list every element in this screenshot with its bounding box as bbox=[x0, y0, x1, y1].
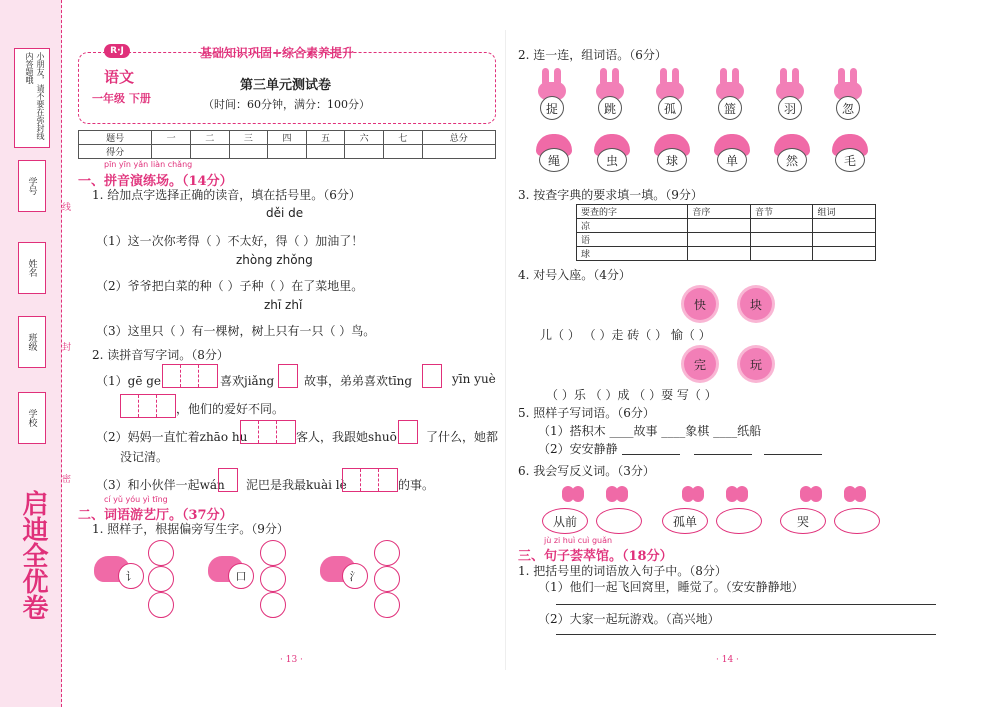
char-label: 羽 bbox=[778, 96, 802, 120]
question-text: 客人，我跟她shuō bbox=[296, 430, 397, 444]
bunny-card[interactable] bbox=[534, 68, 570, 122]
section-pinyin: cí yǔ yóu yì tīng bbox=[104, 495, 168, 504]
word-oval: 孤单 bbox=[662, 508, 708, 534]
score-cell[interactable] bbox=[190, 145, 229, 159]
section-title: 二、词语游艺厅。（37分） bbox=[78, 508, 233, 523]
writing-grid[interactable] bbox=[120, 394, 176, 418]
answer-cell[interactable] bbox=[688, 219, 751, 233]
question-text: 喜欢jiǎng bbox=[220, 374, 275, 388]
question-title: 1. 给加点字选择正确的读音，填在括号里。（6分） bbox=[92, 188, 361, 202]
table-header: 五 bbox=[306, 131, 345, 145]
question-title: 2. 读拼音写字词。（8分） bbox=[92, 348, 229, 362]
answer-circle[interactable] bbox=[148, 566, 174, 592]
section-title: 一、拼音演练场。（14分） bbox=[78, 174, 233, 189]
score-cell[interactable] bbox=[422, 145, 495, 159]
writing-grid[interactable] bbox=[218, 468, 238, 492]
table-cell: 凉 bbox=[577, 219, 688, 233]
answer-blank[interactable] bbox=[764, 454, 822, 455]
question-title: 1. 把括号里的词语放入句子中。（8分） bbox=[518, 564, 727, 578]
question-title: 5. 照样子写词语。（6分） bbox=[518, 406, 655, 420]
page-title: 第三单元测试卷 bbox=[240, 78, 332, 93]
field-school: 学校 bbox=[18, 392, 46, 444]
char-blossom: 完 bbox=[684, 348, 716, 380]
char-label: 跳 bbox=[598, 96, 622, 120]
fill-line: （1）搭积木 ____故事 ____象棋 ____纸船 bbox=[538, 424, 762, 438]
answer-cell[interactable] bbox=[813, 247, 876, 261]
char-label: 捉 bbox=[540, 96, 564, 120]
question-text: 故事，弟弟喜欢tīng bbox=[304, 374, 413, 388]
question-text: 的事。 bbox=[398, 478, 435, 492]
question-item: （1）这一次你考得（ ）不太好，得（ ）加油了！ bbox=[96, 234, 364, 248]
answer-circle[interactable] bbox=[374, 592, 400, 618]
writing-grid[interactable] bbox=[240, 420, 296, 444]
table-header: 音序 bbox=[688, 205, 751, 219]
answer-circle[interactable] bbox=[374, 540, 400, 566]
section-pinyin: pīn yīn yǎn liàn chǎng bbox=[104, 160, 193, 169]
table-header: 总分 bbox=[422, 131, 495, 145]
score-cell[interactable] bbox=[229, 145, 268, 159]
dictionary-table bbox=[576, 204, 876, 261]
score-cell[interactable] bbox=[268, 145, 307, 159]
score-cell[interactable] bbox=[345, 145, 384, 159]
table-header: 二 bbox=[190, 131, 229, 145]
question-text: （3）和小伙伴一起wán bbox=[96, 478, 225, 492]
writing-grid[interactable] bbox=[278, 364, 298, 388]
flower-card[interactable] bbox=[534, 134, 574, 178]
cut-mark: 封 bbox=[62, 343, 72, 353]
char-label: 绳 bbox=[539, 148, 569, 172]
flower-card[interactable] bbox=[592, 134, 632, 178]
answer-circle[interactable] bbox=[374, 566, 400, 592]
question-text: 了什么，她都 bbox=[426, 430, 499, 444]
time-info: （时间：60分钟，满分：100分） bbox=[203, 98, 370, 111]
answer-circle[interactable] bbox=[148, 540, 174, 566]
flower-card[interactable] bbox=[652, 134, 692, 178]
char-label: 虫 bbox=[597, 148, 627, 172]
answer-oval[interactable] bbox=[834, 508, 880, 534]
sentence-item: （1）他们一起飞回窝里，睡觉了。（安安静静地） bbox=[538, 580, 804, 594]
sidebar-notice: 小朋友，请不要在弥封线内答题哦 bbox=[14, 48, 50, 148]
bunny-card[interactable] bbox=[772, 68, 808, 122]
brand-logo: 启迪全优卷 bbox=[18, 490, 48, 620]
char-label: 孤 bbox=[658, 96, 682, 120]
bunny-card[interactable] bbox=[830, 68, 866, 122]
pinyin-options: zhī zhǐ bbox=[264, 298, 303, 312]
writing-grid[interactable] bbox=[342, 468, 398, 492]
table-row bbox=[577, 233, 876, 247]
radical-circle: 氵 bbox=[342, 563, 368, 589]
edition-badge: R·J bbox=[104, 44, 130, 58]
section-pinyin: jù zi huì cuì guǎn bbox=[544, 536, 613, 545]
page-number: · 14 · bbox=[716, 655, 739, 665]
table-header: 组词 bbox=[813, 205, 876, 219]
question-title: 2. 连一连，组词语。（6分） bbox=[518, 48, 667, 62]
table-header: 题号 bbox=[79, 131, 152, 145]
flower-card[interactable] bbox=[772, 134, 812, 178]
question-text: yīn yuè bbox=[452, 372, 496, 386]
answer-cell[interactable] bbox=[688, 233, 751, 247]
score-table bbox=[78, 130, 496, 159]
answer-circle[interactable] bbox=[260, 540, 286, 566]
char-blossom: 玩 bbox=[740, 348, 772, 380]
char-label: 单 bbox=[717, 148, 747, 172]
score-cell[interactable] bbox=[306, 145, 345, 159]
question-title: 3. 按查字典的要求填一填。（9分） bbox=[518, 188, 703, 202]
fill-line: （ ）乐 （ ）成 （ ）耍 写（ ） bbox=[546, 388, 717, 402]
answer-blank[interactable] bbox=[622, 454, 680, 455]
field-class: 班级 bbox=[18, 316, 46, 368]
table-header: 要查的字 bbox=[577, 205, 688, 219]
answer-oval[interactable] bbox=[596, 508, 642, 534]
pinyin-options: děi de bbox=[266, 206, 304, 220]
bunny-icon bbox=[604, 482, 630, 504]
question-text: 泥巴是我最kuài lè bbox=[246, 478, 347, 492]
cut-mark: 密 bbox=[62, 475, 72, 485]
table-header: 四 bbox=[268, 131, 307, 145]
table-cell: 球 bbox=[577, 247, 688, 261]
bunny-card[interactable] bbox=[592, 68, 628, 122]
word-oval: 哭 bbox=[780, 508, 826, 534]
answer-oval[interactable] bbox=[716, 508, 762, 534]
word-oval: 从前 bbox=[542, 508, 588, 534]
bunny-card[interactable] bbox=[712, 68, 748, 122]
bunny-icon bbox=[560, 482, 586, 504]
question-text: （1）gē ge bbox=[96, 374, 162, 388]
answer-cell[interactable] bbox=[750, 247, 813, 261]
question-text: ，他们的爱好不同。 bbox=[176, 402, 285, 416]
table-header: 音节 bbox=[750, 205, 813, 219]
table-header: 六 bbox=[345, 131, 384, 145]
answer-cell[interactable] bbox=[750, 219, 813, 233]
grade-label: 一年级 下册 bbox=[92, 92, 151, 105]
table-row bbox=[577, 247, 876, 261]
flower-card[interactable] bbox=[712, 134, 752, 178]
table-cell: 语 bbox=[577, 233, 688, 247]
row-label: 得分 bbox=[79, 145, 152, 159]
table-row bbox=[79, 131, 496, 145]
writing-grid[interactable] bbox=[422, 364, 442, 388]
answer-circle[interactable] bbox=[148, 592, 174, 618]
char-blossom: 快 bbox=[684, 288, 716, 320]
field-name: 姓名 bbox=[18, 242, 46, 294]
answer-blank[interactable] bbox=[694, 454, 752, 455]
char-label: 毛 bbox=[835, 148, 865, 172]
answer-line[interactable] bbox=[556, 634, 936, 635]
question-title: 4. 对号入座。（4分） bbox=[518, 268, 631, 282]
binding-sidebar bbox=[0, 0, 62, 707]
page-number: · 13 · bbox=[280, 655, 303, 665]
question-title: 1. 照样子，根据偏旁写生字。（9分） bbox=[92, 522, 289, 536]
radical-circle: 口 bbox=[228, 563, 254, 589]
question-item: （3）这里只（ ）有一棵树，树上只有一只（ ）鸟。 bbox=[96, 324, 376, 338]
pinyin-options: zhòng zhǒng bbox=[236, 253, 313, 267]
bunny-icon bbox=[724, 482, 750, 504]
flower-card[interactable] bbox=[830, 134, 870, 178]
answer-cell[interactable] bbox=[750, 233, 813, 247]
answer-circle[interactable] bbox=[260, 566, 286, 592]
question-title: 6. 我会写反义词。（3分） bbox=[518, 464, 655, 478]
table-row bbox=[577, 205, 876, 219]
char-label: 忽 bbox=[836, 96, 860, 120]
answer-cell[interactable] bbox=[813, 233, 876, 247]
page-divider bbox=[505, 30, 506, 670]
char-label: 球 bbox=[657, 148, 687, 172]
fill-line: （2）安安静静 bbox=[538, 442, 618, 456]
answer-cell[interactable] bbox=[813, 219, 876, 233]
question-item: （2）爷爷把白菜的种（ ）子种（ ）在了菜地里。 bbox=[96, 279, 364, 293]
sentence-item: （2）大家一起玩游戏。（高兴地） bbox=[538, 612, 720, 626]
section-title: 三、句子荟萃馆。（18分） bbox=[518, 549, 673, 564]
bunny-icon bbox=[842, 482, 868, 504]
banner-text: 基础知识巩固+综合素养提升 bbox=[200, 46, 355, 60]
table-header: 七 bbox=[383, 131, 422, 145]
answer-circle[interactable] bbox=[260, 592, 286, 618]
writing-grid[interactable] bbox=[398, 420, 418, 444]
writing-grid[interactable] bbox=[162, 364, 218, 388]
score-cell[interactable] bbox=[383, 145, 422, 159]
bunny-card[interactable] bbox=[652, 68, 688, 122]
table-header: 三 bbox=[229, 131, 268, 145]
char-label: 然 bbox=[777, 148, 807, 172]
field-student-id: 学号 bbox=[18, 160, 46, 212]
char-blossom: 块 bbox=[740, 288, 772, 320]
table-header: 一 bbox=[152, 131, 191, 145]
fill-line: 儿（ ） （ ）走 砖（ ） 愉（ ） bbox=[540, 328, 711, 342]
char-label: 篮 bbox=[718, 96, 742, 120]
answer-line[interactable] bbox=[556, 604, 936, 605]
radical-circle: 讠 bbox=[118, 563, 144, 589]
subject-label: 语文 bbox=[104, 68, 135, 86]
answer-cell[interactable] bbox=[688, 247, 751, 261]
bunny-icon bbox=[680, 482, 706, 504]
cut-mark: 线 bbox=[62, 203, 72, 213]
bunny-icon bbox=[798, 482, 824, 504]
table-row bbox=[79, 145, 496, 159]
question-text: （2）妈妈一直忙着zhāo hu bbox=[96, 430, 248, 444]
question-text: 没记清。 bbox=[120, 450, 169, 464]
table-row bbox=[577, 219, 876, 233]
score-cell[interactable] bbox=[152, 145, 191, 159]
